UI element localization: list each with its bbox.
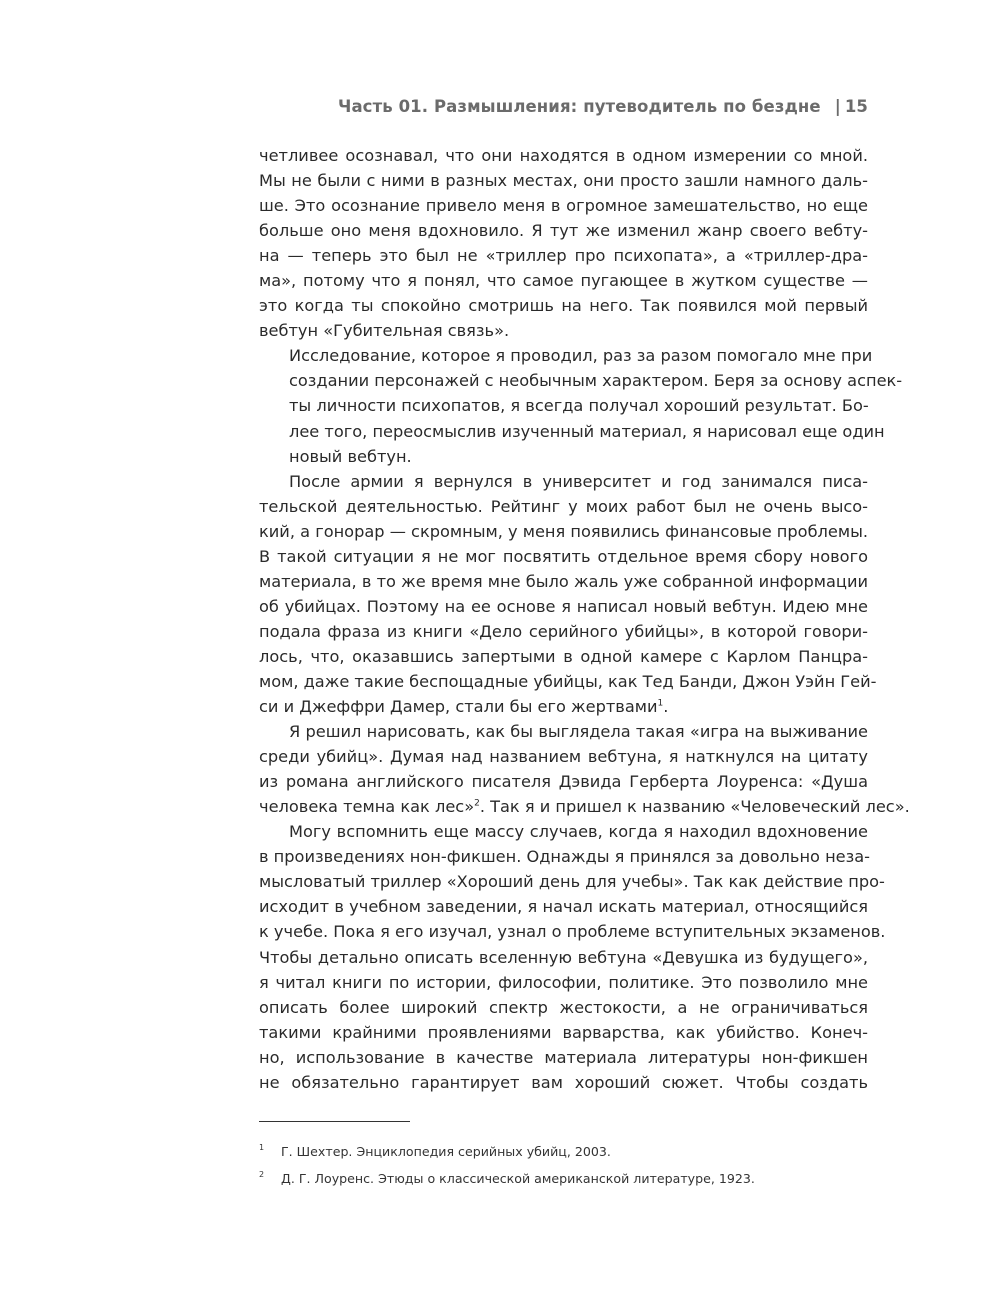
text-run: человека темна как лес» bbox=[259, 797, 475, 817]
text-line: описать более широкий спектр жестокости, а не ограничиваться bbox=[259, 997, 868, 1017]
text-line: После армии я вернулся в университет и год занимался писа- bbox=[289, 471, 868, 491]
footnote-item bbox=[259, 1165, 859, 1192]
running-title: Часть 01. Размышления: путеводитель по бездне bbox=[338, 97, 821, 116]
text-line: ше. Это осознание привело меня в огромное замешательство, но еще bbox=[259, 196, 868, 216]
text-line: Я решил нарисовать, как бы выглядела такая «игра на выживание bbox=[289, 722, 868, 742]
paragraph bbox=[259, 143, 868, 343]
text-run: . bbox=[663, 697, 669, 717]
text-line: исходит в учебном заведении, я начал искать материал, относящийся bbox=[259, 897, 868, 917]
text-line: мом, даже такие беспощадные убийцы, как Тед Банди, Джон Уэйн Гей- bbox=[259, 671, 877, 691]
running-head bbox=[338, 97, 868, 116]
footnote-divider bbox=[259, 1121, 410, 1122]
text-line: к учебе. Пока я его изучал, узнал о проблеме вступительных экзаменов. bbox=[259, 922, 886, 942]
footnote-ref[interactable]: 1 bbox=[657, 698, 664, 709]
text-line: но, использование в качестве материала литературы нон-фикшен bbox=[259, 1047, 868, 1067]
text-line: Исследование, которое я проводил, раз за разом помогало мне при bbox=[289, 346, 873, 366]
text-line: больше оно меня вдохновило. Я тут же изменил жанр своего вебту- bbox=[259, 221, 868, 241]
text-line: подала фраза из книги «Дело серийного убийцы», в которой говори- bbox=[259, 621, 868, 641]
paragraph bbox=[259, 469, 877, 719]
text-line: среди убийц». Думая над названием вебтуна, я наткнулся на цитату bbox=[259, 747, 868, 767]
text-line: тельской деятельностью. Рейтинг у моих работ был не очень высо- bbox=[259, 496, 868, 516]
text-line bbox=[259, 794, 910, 819]
text-line: Мы не были с ними в разных местах, они просто зашли намного даль- bbox=[259, 171, 868, 191]
text-line: ты личности психопатов, я всегда получал хороший результат. Бо- bbox=[289, 396, 869, 416]
page-number: 15 bbox=[844, 97, 868, 116]
footnote-text: Д. Г. Лоуренс. Этюды о классической американской литературе, 1923. bbox=[281, 1171, 755, 1186]
footnote-ref[interactable]: 2 bbox=[474, 798, 480, 809]
text-line: В такой ситуации я не мог посвятить отдельное время сбору нового bbox=[259, 546, 868, 566]
text-line: это когда ты спокойно смотришь на него. Так появился мой первый bbox=[259, 296, 868, 316]
text-run: . Так я и пришел к названию «Человеческий лес». bbox=[479, 797, 910, 817]
text-line: лее того, переосмыслив изученный материал, я нарисовал еще один bbox=[289, 421, 885, 441]
text-line bbox=[259, 694, 868, 719]
footnote-number: 2 bbox=[259, 1170, 265, 1179]
body-text bbox=[259, 143, 910, 1095]
paragraph bbox=[259, 819, 886, 1095]
text-line: мысловатый триллер «Хороший день для учебы». Так как действие про- bbox=[259, 872, 885, 892]
text-line: я читал книги по истории, философии, политике. Это позволило мне bbox=[259, 972, 868, 992]
text-line: об убийцах. Поэтому на ее основе я написал новый вебтун. Идею мне bbox=[259, 596, 868, 616]
text-line: Чтобы детально описать вселенную вебтуна «Девушка из будущего», bbox=[259, 947, 868, 967]
text-line: материала, в то же время мне было жаль уже собранной информации bbox=[259, 571, 868, 591]
text-line: четливее осознавал, что они находятся в одном измерении со мной. bbox=[259, 146, 868, 165]
footnotes bbox=[259, 1138, 859, 1192]
text-run: си и Джеффри Дамер, стали бы его жертвами bbox=[259, 697, 658, 717]
text-line: в произведениях нон-фикшен. Однажды я принялся за довольно неза- bbox=[259, 847, 870, 867]
footnote-number: 1 bbox=[259, 1143, 265, 1152]
text-line: не обязательно гарантирует вам хороший сюжет. Чтобы создать bbox=[259, 1072, 868, 1092]
text-line: кий, а гонорар — скромным, у меня появились финансовые проблемы. bbox=[259, 521, 868, 541]
text-line: ма», потому что я понял, что самое пугающее в жутком существе — bbox=[259, 271, 868, 291]
text-line: Могу вспомнить еще массу случаев, когда я находил вдохновение bbox=[289, 822, 868, 842]
text-line: создании персонажей с необычным характером. Беря за основу аспек- bbox=[289, 371, 903, 391]
footnote-item bbox=[259, 1138, 859, 1165]
header-separator: | bbox=[834, 97, 841, 116]
text-line: лось, что, оказавшись запертыми в одной камере с Карлом Панцра- bbox=[259, 646, 868, 666]
text-line: на — теперь это был не «триллер про психопата», а «триллер-дра- bbox=[259, 246, 868, 266]
text-line: вебтун «Губительная связь». bbox=[259, 321, 510, 341]
text-line: такими крайними проявлениями варварства, как убийство. Конеч- bbox=[259, 1022, 868, 1042]
text-line: из романа английского писателя Дэвида Герберта Лоуренса: «Душа bbox=[259, 772, 868, 792]
paragraph bbox=[259, 719, 910, 819]
paragraph bbox=[259, 343, 903, 468]
footnote-text: Г. Шехтер. Энциклопедия серийных убийц, 2003. bbox=[281, 1144, 611, 1159]
text-line: новый вебтун. bbox=[289, 446, 412, 466]
